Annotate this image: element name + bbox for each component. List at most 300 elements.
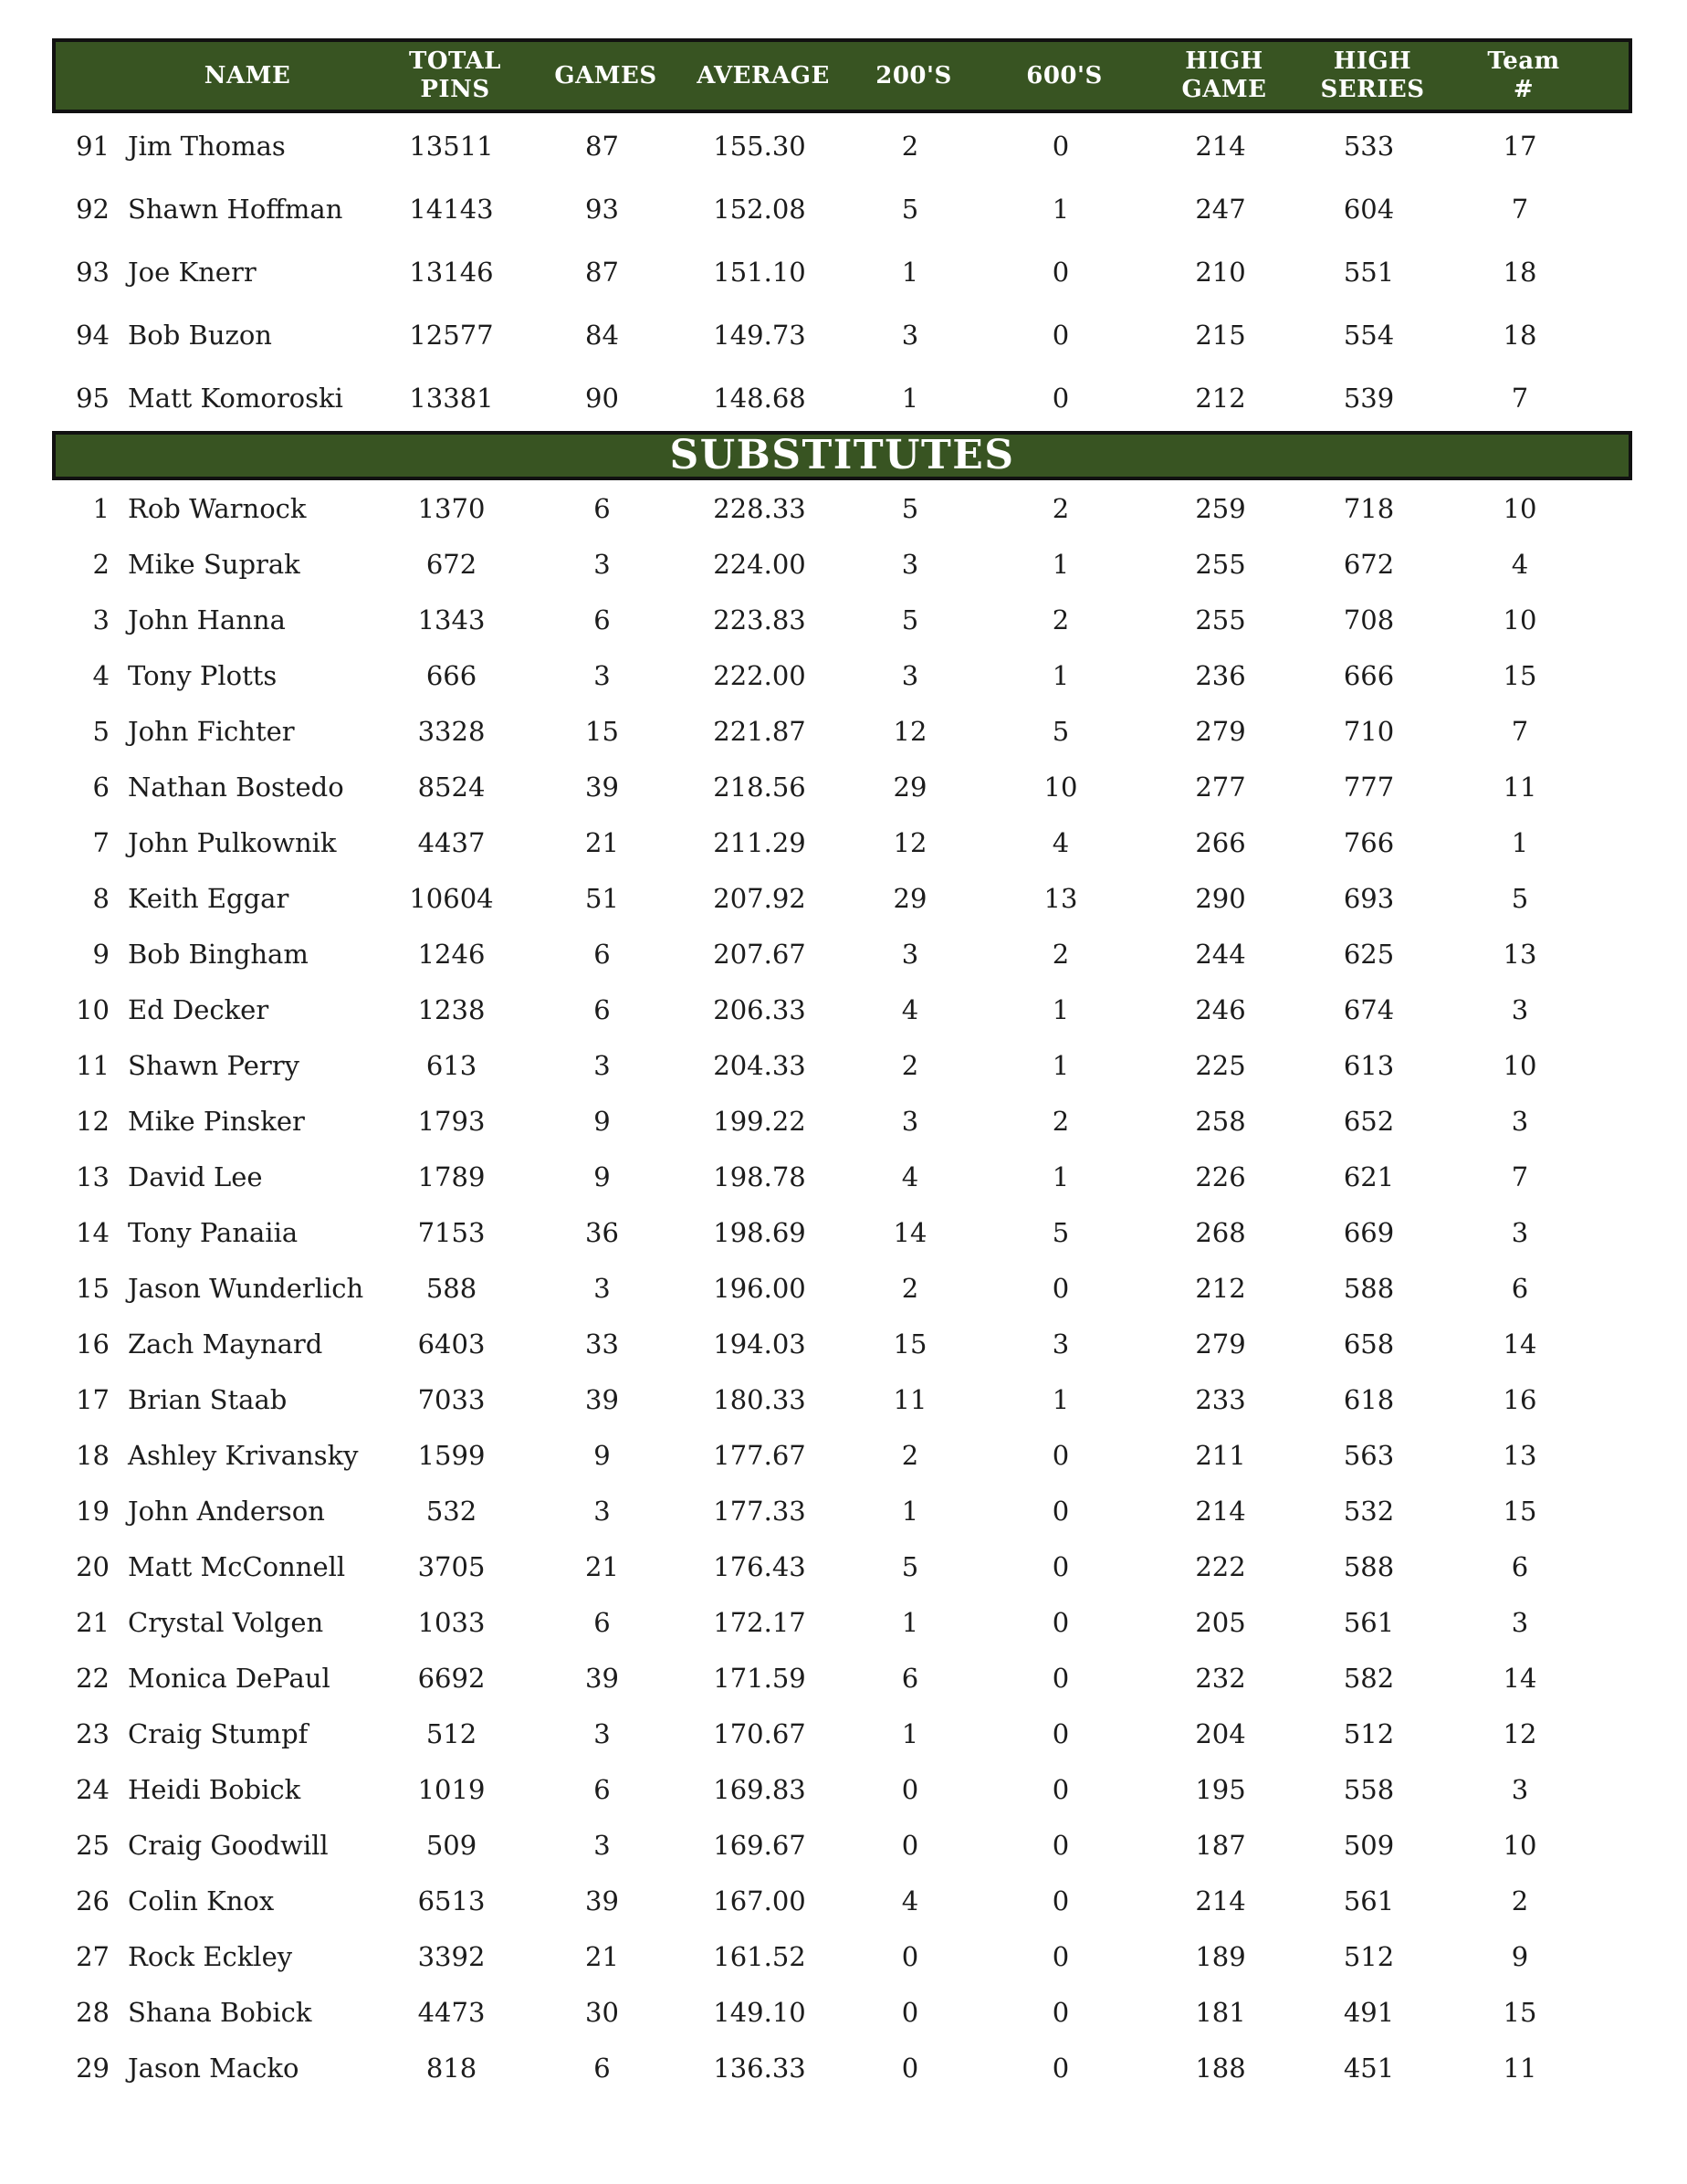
cell-name: Ed Decker	[128, 993, 269, 1025]
cell-s200: 3	[901, 1105, 919, 1137]
cell-hgame: 188	[1195, 2052, 1246, 2084]
cell-hseries: 532	[1343, 1495, 1395, 1527]
table-row	[52, 592, 1632, 647]
cell-s600: 13	[1043, 882, 1078, 914]
cell-hgame: 225	[1195, 1049, 1246, 1081]
table-row	[52, 480, 1632, 536]
cell-rank: 17	[76, 1383, 110, 1415]
cell-s600: 1	[1052, 1160, 1070, 1192]
cell-avg: 224.00	[713, 548, 806, 580]
cell-team: 18	[1503, 319, 1537, 351]
table-row	[52, 926, 1632, 982]
cell-hseries: 625	[1343, 938, 1395, 970]
cell-hseries: 512	[1343, 1940, 1395, 1972]
cell-avg: 198.78	[713, 1160, 806, 1192]
cell-hseries: 558	[1343, 1773, 1395, 1805]
cell-games: 6	[593, 993, 611, 1025]
table-row	[52, 1928, 1632, 1984]
table-row	[52, 1149, 1632, 1204]
cell-name: David Lee	[128, 1160, 263, 1192]
cell-avg: 152.08	[713, 193, 806, 225]
cell-s200: 5	[901, 193, 919, 225]
cell-team: 3	[1511, 993, 1529, 1025]
col-header-600s: 600'S	[1026, 61, 1103, 89]
cell-team: 14	[1503, 1662, 1537, 1694]
cell-pins: 7033	[417, 1383, 486, 1415]
cell-s600: 0	[1052, 1940, 1070, 1972]
cell-avg: 206.33	[713, 993, 806, 1025]
table-row	[52, 1371, 1632, 1427]
cell-hgame: 212	[1195, 1272, 1246, 1304]
cell-pins: 3392	[417, 1940, 486, 1972]
cell-s600: 1	[1052, 548, 1070, 580]
cell-s200: 1	[901, 1717, 919, 1749]
cell-hgame: 195	[1195, 1773, 1246, 1805]
cell-hgame: 232	[1195, 1662, 1246, 1694]
cell-s200: 3	[901, 548, 919, 580]
cell-s600: 1	[1052, 1049, 1070, 1081]
cell-s600: 0	[1052, 1885, 1070, 1916]
col-header-high-game-line2: GAME	[1181, 76, 1267, 103]
cell-games: 39	[585, 771, 619, 803]
cell-games: 39	[585, 1383, 619, 1415]
cell-team: 10	[1503, 492, 1537, 524]
cell-s600: 0	[1052, 1495, 1070, 1527]
cell-rank: 1	[92, 492, 110, 524]
table-row	[52, 703, 1632, 759]
cell-hseries: 710	[1343, 715, 1395, 747]
cell-hgame: 258	[1195, 1105, 1246, 1137]
cell-rank: 18	[76, 1439, 110, 1471]
cell-name: Matt McConnell	[128, 1550, 346, 1582]
cell-s200: 0	[901, 1829, 919, 1861]
cell-rank: 95	[76, 382, 110, 414]
cell-avg: 172.17	[713, 1606, 806, 1638]
cell-team: 7	[1511, 715, 1529, 747]
cell-hseries: 718	[1343, 492, 1395, 524]
cell-hgame: 205	[1195, 1606, 1246, 1638]
cell-hseries: 693	[1343, 882, 1395, 914]
cell-hgame: 247	[1195, 193, 1246, 225]
cell-hgame: 277	[1195, 771, 1246, 803]
cell-s600: 2	[1052, 1105, 1070, 1137]
cell-s200: 2	[901, 1439, 919, 1471]
cell-hgame: 255	[1195, 548, 1246, 580]
cell-rank: 10	[76, 993, 110, 1025]
cell-s600: 0	[1052, 130, 1070, 162]
cell-avg: 180.33	[713, 1383, 806, 1415]
cell-hseries: 551	[1343, 256, 1395, 288]
cell-hgame: 236	[1195, 659, 1246, 691]
cell-team: 7	[1511, 1160, 1529, 1192]
cell-s200: 29	[893, 771, 927, 803]
cell-name: Tony Plotts	[128, 659, 278, 691]
cell-pins: 13146	[409, 256, 494, 288]
cell-s200: 3	[901, 659, 919, 691]
cell-pins: 8524	[417, 771, 486, 803]
cell-name: John Anderson	[128, 1495, 325, 1527]
cell-name: Craig Goodwill	[128, 1829, 329, 1861]
cell-rank: 12	[76, 1105, 110, 1137]
cell-hseries: 672	[1343, 548, 1395, 580]
cell-name: Zach Maynard	[128, 1328, 323, 1360]
cell-rank: 4	[92, 659, 110, 691]
cell-s200: 4	[901, 1160, 919, 1192]
table-row	[52, 1984, 1632, 2040]
cell-s200: 2	[901, 1272, 919, 1304]
cell-avg: 199.22	[713, 1105, 806, 1137]
cell-s200: 6	[901, 1662, 919, 1694]
cell-games: 6	[593, 492, 611, 524]
cell-hseries: 491	[1343, 1996, 1395, 2028]
table-row	[52, 1483, 1632, 1538]
table-row	[52, 982, 1632, 1037]
cell-team: 1	[1511, 826, 1529, 858]
table-row	[52, 1817, 1632, 1873]
cell-team: 13	[1503, 938, 1537, 970]
cell-rank: 7	[92, 826, 110, 858]
cell-s600: 0	[1052, 1717, 1070, 1749]
cell-team: 6	[1511, 1550, 1529, 1582]
cell-pins: 10604	[409, 882, 494, 914]
cell-hseries: 539	[1343, 382, 1395, 414]
cell-hgame: 189	[1195, 1940, 1246, 1972]
cell-avg: 161.52	[713, 1940, 806, 1972]
table-row	[52, 536, 1632, 592]
cell-team: 15	[1503, 1495, 1537, 1527]
col-header-total-pins	[375, 47, 535, 103]
cell-avg: 155.30	[713, 130, 806, 162]
cell-pins: 818	[425, 2052, 477, 2084]
cell-rank: 9	[92, 938, 110, 970]
cell-avg: 170.67	[713, 1717, 806, 1749]
cell-name: Jason Macko	[128, 2052, 299, 2084]
cell-s200: 11	[893, 1383, 927, 1415]
cell-pins: 1793	[417, 1105, 486, 1137]
cell-avg: 171.59	[713, 1662, 806, 1694]
cell-rank: 3	[92, 604, 110, 635]
cell-games: 3	[593, 1495, 611, 1527]
col-header-high-series-line2: SERIES	[1320, 76, 1425, 103]
cell-team: 17	[1503, 130, 1537, 162]
cell-hgame: 233	[1195, 1383, 1246, 1415]
cell-pins: 1033	[417, 1606, 486, 1638]
cell-games: 21	[585, 1550, 619, 1582]
cell-name: Shana Bobick	[128, 1996, 312, 2028]
cell-games: 21	[585, 1940, 619, 1972]
cell-rank: 19	[76, 1495, 110, 1527]
cell-hgame: 214	[1195, 1885, 1246, 1916]
cell-s200: 1	[901, 1606, 919, 1638]
cell-team: 3	[1511, 1216, 1529, 1248]
cell-games: 30	[585, 1996, 619, 2028]
col-header-team-number	[1448, 47, 1636, 103]
cell-hgame: 268	[1195, 1216, 1246, 1248]
table-row	[52, 1650, 1632, 1706]
cell-pins: 1789	[417, 1160, 486, 1192]
table-row	[52, 114, 1632, 177]
cell-avg: 169.83	[713, 1773, 806, 1805]
col-header-team-number-line2: #	[1513, 76, 1535, 103]
cell-s600: 2	[1052, 492, 1070, 524]
cell-s600: 2	[1052, 604, 1070, 635]
col-header-name: NAME	[204, 61, 291, 89]
cell-rank: 16	[76, 1328, 110, 1360]
cell-s600: 0	[1052, 319, 1070, 351]
cell-pins: 512	[425, 1717, 477, 1749]
cell-avg: 194.03	[713, 1328, 806, 1360]
cell-rank: 27	[76, 1940, 110, 1972]
table-row	[52, 366, 1632, 429]
cell-name: John Hanna	[128, 604, 286, 635]
cell-avg: 204.33	[713, 1049, 806, 1081]
cell-games: 87	[585, 256, 619, 288]
cell-s200: 0	[901, 1773, 919, 1805]
cell-hgame: 226	[1195, 1160, 1246, 1192]
cell-pins: 666	[425, 659, 477, 691]
col-header-high-series	[1297, 47, 1448, 103]
cell-pins: 1238	[417, 993, 486, 1025]
cell-s600: 0	[1052, 1773, 1070, 1805]
cell-name: Rock Eckley	[128, 1940, 293, 1972]
cell-rank: 20	[76, 1550, 110, 1582]
cell-hgame: 255	[1195, 604, 1246, 635]
cell-games: 3	[593, 1829, 611, 1861]
cell-team: 9	[1511, 1940, 1529, 1972]
cell-rank: 91	[76, 130, 110, 162]
cell-rank: 5	[92, 715, 110, 747]
col-header-high-game	[1151, 47, 1297, 103]
cell-name: Shawn Hoffman	[128, 193, 343, 225]
cell-rank: 93	[76, 256, 110, 288]
col-header-team-number-line1: Team	[1487, 47, 1560, 76]
cell-team: 11	[1503, 771, 1537, 803]
substitutes-section-header	[52, 431, 1632, 480]
cell-name: Keith Eggar	[128, 882, 289, 914]
cell-pins: 1599	[417, 1439, 486, 1471]
cell-games: 15	[585, 715, 619, 747]
cell-pins: 672	[425, 548, 477, 580]
table-row	[52, 814, 1632, 870]
cell-name: Jim Thomas	[128, 130, 286, 162]
cell-hseries: 766	[1343, 826, 1395, 858]
cell-pins: 1370	[417, 492, 486, 524]
cell-hgame: 214	[1195, 130, 1246, 162]
cell-rank: 13	[76, 1160, 110, 1192]
cell-s200: 0	[901, 1940, 919, 1972]
cell-name: John Pulkownik	[128, 826, 337, 858]
table-row	[52, 303, 1632, 366]
cell-s600: 1	[1052, 993, 1070, 1025]
cell-hseries: 604	[1343, 193, 1395, 225]
table-row	[52, 1594, 1632, 1650]
cell-games: 3	[593, 1049, 611, 1081]
cell-avg: 169.67	[713, 1829, 806, 1861]
cell-hseries: 777	[1343, 771, 1395, 803]
cell-pins: 3328	[417, 715, 486, 747]
table-row	[52, 1761, 1632, 1817]
table-row	[52, 1093, 1632, 1149]
cell-team: 4	[1511, 548, 1529, 580]
col-header-average: AVERAGE	[697, 61, 830, 89]
cell-pins: 4437	[417, 826, 486, 858]
cell-hgame: 290	[1195, 882, 1246, 914]
cell-pins: 1246	[417, 938, 486, 970]
cell-games: 87	[585, 130, 619, 162]
cell-avg: 176.43	[713, 1550, 806, 1582]
cell-avg: 177.67	[713, 1439, 806, 1471]
cell-rank: 26	[76, 1885, 110, 1916]
cell-pins: 613	[425, 1049, 477, 1081]
cell-rank: 23	[76, 1717, 110, 1749]
cell-hseries: 582	[1343, 1662, 1395, 1694]
cell-avg: 222.00	[713, 659, 806, 691]
cell-hgame: 212	[1195, 382, 1246, 414]
col-header-high-game-line1: HIGH	[1185, 47, 1263, 76]
cell-games: 84	[585, 319, 619, 351]
cell-avg: 151.10	[713, 256, 806, 288]
cell-pins: 1019	[417, 1773, 486, 1805]
cell-s200: 1	[901, 382, 919, 414]
table-row	[52, 759, 1632, 814]
cell-team: 11	[1503, 2052, 1537, 2084]
table-row	[52, 2040, 1632, 2095]
col-header-games: GAMES	[554, 61, 657, 89]
cell-hseries: 666	[1343, 659, 1395, 691]
cell-s600: 5	[1052, 1216, 1070, 1248]
cell-rank: 6	[92, 771, 110, 803]
cell-name: Tony Panaiia	[128, 1216, 299, 1248]
cell-games: 9	[593, 1160, 611, 1192]
cell-avg: 177.33	[713, 1495, 806, 1527]
cell-hgame: 259	[1195, 492, 1246, 524]
league-stats-sheet	[52, 38, 1632, 2095]
cell-hseries: 512	[1343, 1717, 1395, 1749]
cell-team: 5	[1511, 882, 1529, 914]
cell-hgame: 210	[1195, 256, 1246, 288]
cell-rank: 2	[92, 548, 110, 580]
cell-name: Joe Knerr	[128, 256, 257, 288]
cell-team: 3	[1511, 1773, 1529, 1805]
cell-s600: 0	[1052, 1550, 1070, 1582]
cell-name: Jason Wunderlich	[128, 1272, 364, 1304]
cell-rank: 15	[76, 1272, 110, 1304]
cell-s600: 0	[1052, 256, 1070, 288]
table-row	[52, 177, 1632, 240]
cell-avg: 148.68	[713, 382, 806, 414]
cell-games: 6	[593, 1773, 611, 1805]
cell-team: 13	[1503, 1439, 1537, 1471]
cell-s200: 1	[901, 1495, 919, 1527]
cell-hgame: 246	[1195, 993, 1246, 1025]
cell-name: Craig Stumpf	[128, 1717, 309, 1749]
cell-pins: 6403	[417, 1328, 486, 1360]
cell-pins: 6513	[417, 1885, 486, 1916]
cell-s200: 4	[901, 1885, 919, 1916]
cell-hseries: 554	[1343, 319, 1395, 351]
cell-hgame: 187	[1195, 1829, 1246, 1861]
cell-name: Crystal Volgen	[128, 1606, 324, 1638]
cell-hgame: 215	[1195, 319, 1246, 351]
cell-hseries: 561	[1343, 1606, 1395, 1638]
cell-hgame: 214	[1195, 1495, 1246, 1527]
table-row	[52, 1538, 1632, 1594]
cell-team: 15	[1503, 659, 1537, 691]
table-row	[52, 1706, 1632, 1761]
cell-s600: 0	[1052, 1439, 1070, 1471]
cell-games: 51	[585, 882, 619, 914]
cell-name: Matt Komoroski	[128, 382, 343, 414]
cell-team: 10	[1503, 604, 1537, 635]
cell-games: 3	[593, 1272, 611, 1304]
cell-team: 6	[1511, 1272, 1529, 1304]
cell-s200: 12	[893, 715, 927, 747]
cell-games: 9	[593, 1439, 611, 1471]
cell-rank: 25	[76, 1829, 110, 1861]
table-row	[52, 1204, 1632, 1260]
cell-games: 6	[593, 1606, 611, 1638]
table-row	[52, 1316, 1632, 1371]
cell-name: Nathan Bostedo	[128, 771, 344, 803]
cell-s200: 1	[901, 256, 919, 288]
col-header-200s: 200'S	[875, 61, 952, 89]
cell-s600: 1	[1052, 1383, 1070, 1415]
cell-s200: 14	[893, 1216, 927, 1248]
cell-team: 2	[1511, 1885, 1529, 1916]
cell-hseries: 451	[1343, 2052, 1395, 2084]
cell-avg: 167.00	[713, 1885, 806, 1916]
cell-hseries: 652	[1343, 1105, 1395, 1137]
cell-pins: 13511	[409, 130, 494, 162]
cell-s600: 0	[1052, 1662, 1070, 1694]
cell-s200: 4	[901, 993, 919, 1025]
cell-hgame: 279	[1195, 1328, 1246, 1360]
cell-rank: 8	[92, 882, 110, 914]
table-row	[52, 1427, 1632, 1483]
cell-hgame: 211	[1195, 1439, 1246, 1471]
substitutes-rows-section	[52, 480, 1632, 2095]
cell-team: 10	[1503, 1829, 1537, 1861]
cell-team: 10	[1503, 1049, 1537, 1081]
cell-name: Brian Staab	[128, 1383, 288, 1415]
cell-pins: 6692	[417, 1662, 486, 1694]
cell-s200: 5	[901, 492, 919, 524]
cell-pins: 14143	[409, 193, 494, 225]
cell-pins: 13381	[409, 382, 494, 414]
cell-avg: 198.69	[713, 1216, 806, 1248]
cell-rank: 94	[76, 319, 110, 351]
cell-hgame: 244	[1195, 938, 1246, 970]
cell-s200: 29	[893, 882, 927, 914]
table-row	[52, 1260, 1632, 1316]
cell-pins: 7153	[417, 1216, 486, 1248]
cell-team: 7	[1511, 193, 1529, 225]
cell-pins: 4473	[417, 1996, 486, 2028]
cell-rank: 21	[76, 1606, 110, 1638]
cell-name: Bob Buzon	[128, 319, 272, 351]
cell-name: Mike Suprak	[128, 548, 300, 580]
cell-team: 14	[1503, 1328, 1537, 1360]
cell-s200: 3	[901, 938, 919, 970]
col-header-high-series-line1: HIGH	[1333, 47, 1412, 76]
cell-rank: 29	[76, 2052, 110, 2084]
cell-name: Ashley Krivansky	[128, 1439, 359, 1471]
cell-hgame: 266	[1195, 826, 1246, 858]
cell-pins: 1343	[417, 604, 486, 635]
cell-hseries: 621	[1343, 1160, 1395, 1192]
cell-games: 39	[585, 1885, 619, 1916]
cell-s600: 0	[1052, 382, 1070, 414]
